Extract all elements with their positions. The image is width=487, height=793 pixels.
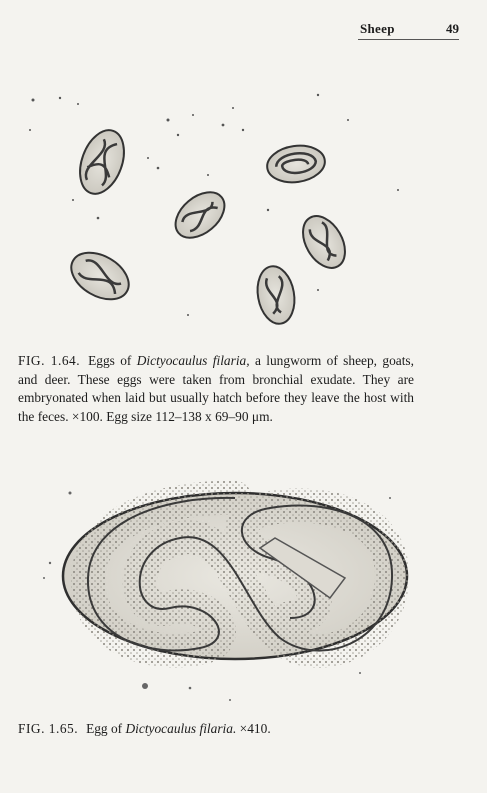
running-header <box>358 20 459 40</box>
figure-1-64-caption-after: a lungworm of sheep, goats, and deer. These eggs were taken from bronchial exudate. They are embryonated when laid but usually hatch before they leave the host with the feces. ×100. Egg size 112–138 x 69–90 μm. <box>18 353 414 424</box>
figure-1-65-species: Dictyocaulus filaria. <box>125 721 237 736</box>
figure-1-64-caption-before: Eggs of <box>88 353 137 368</box>
egg-1 <box>72 124 132 200</box>
figure-1-64-micrograph <box>18 80 428 345</box>
egg-3 <box>167 183 233 247</box>
egg-4 <box>294 209 353 275</box>
figure-1-65-caption <box>18 720 414 738</box>
running-title: Sheep <box>360 21 395 36</box>
figure-1-65-caption-after: ×410. <box>236 721 271 736</box>
figure-1-64-species: Dictyocaulus filaria, <box>136 353 250 368</box>
egg-5 <box>63 243 137 309</box>
egg-2 <box>265 142 327 186</box>
figure-1-65-caption-before: Egg of <box>86 721 126 736</box>
page-number: 49 <box>446 21 459 36</box>
egg-6 <box>253 263 299 326</box>
figure-1-65-label: FIG. 1.65. <box>18 721 79 736</box>
figure-1-64-caption <box>18 352 414 426</box>
figure-1-64-label: FIG. 1.64. <box>18 353 81 368</box>
figure-1-65-micrograph <box>30 468 425 703</box>
